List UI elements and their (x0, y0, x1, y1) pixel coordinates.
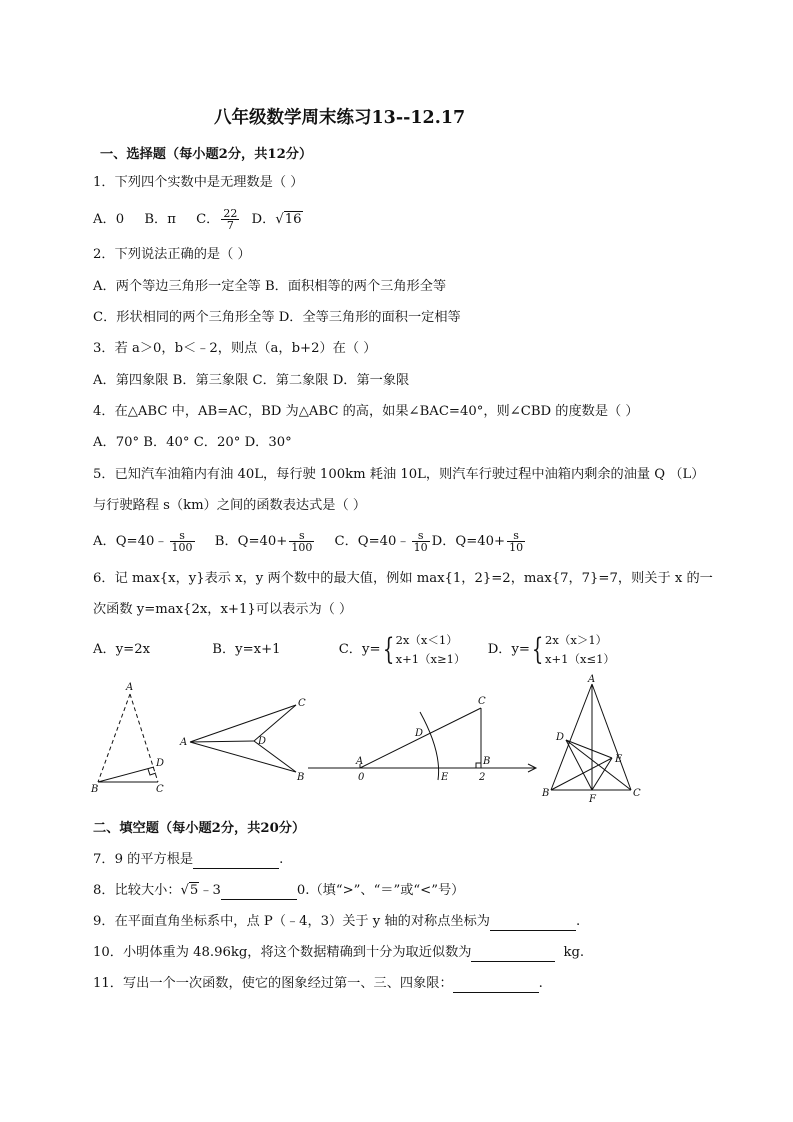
fig4-label-b: B (542, 788, 550, 799)
q8-expr-tail: ﹣3 (199, 883, 221, 898)
section-fill-heading: 二、填空题（每小题2分，共20分） (93, 821, 306, 836)
question-1-stem: 1．下列四个实数中是无理数是（ ） (93, 175, 304, 190)
question-2-stem: 2．下列说法正确的是（ ） (93, 247, 251, 262)
q10-answer-blank[interactable] (471, 947, 555, 962)
q6-option-d-brace: { (531, 631, 544, 667)
question-2-options-cd: C．形状相同的两个三角形全等 D．全等三角形的面积一定相等 (93, 310, 461, 325)
question-5-stem-line-1: 5．已知汽车油箱内有油 40L，每行驶 100km 耗油 10L，则汽车行驶过程中油箱内剩余的油量 Q （L） (93, 467, 705, 482)
q1-option-b: B．π (144, 212, 176, 227)
q6-option-c-prefix: C．y= (338, 642, 381, 657)
question-4-options: A．70° B．40° C．20° D．30° (93, 435, 292, 450)
q8-text: 8．比较大小： (93, 883, 181, 898)
fig4-label-e: E (615, 754, 623, 765)
fig2-label-b: B (297, 772, 305, 783)
fig1-label-b: B (91, 784, 99, 795)
q6-option-a: A．y=2x (93, 642, 151, 657)
q1-option-c-prefix: C． (196, 212, 220, 227)
q8-sqrt: √5 (180, 883, 199, 898)
question-1-options (93, 208, 303, 231)
q11-end: . (538, 976, 543, 991)
section-choice-heading: 一、选择题（每小题2分，共12分） (100, 147, 313, 162)
q7-answer-blank[interactable] (193, 854, 279, 869)
fig2-label-a: A (180, 737, 188, 748)
fig4-label-f: F (589, 794, 596, 805)
q8-answer-blank[interactable] (221, 885, 297, 900)
fig3-label-d: D (415, 728, 424, 739)
q8-end: 0.（填“>”、“＝”或“<”号） (296, 883, 465, 898)
question-3-stem: 3．若 a＞0，b＜﹣2，则点（a，b+2）在（ ） (93, 341, 377, 356)
question-11 (93, 975, 543, 993)
question-5-options (93, 530, 527, 553)
q11-text: 11．写出一个一次函数，使它的图象经过第一、三、四象限： (93, 976, 453, 991)
question-6-stem-line-1: 6．记 max{x，y}表示 x，y 两个数中的最大值，例如 max{1，2}=2，max{7，7}=7，则关于 x 的一 (93, 571, 713, 586)
question-5-stem-line-2: 与行驶路程 s（km）之间的函数表达式是（ ） (93, 498, 367, 513)
figure-3-number-line (308, 708, 536, 780)
q6-option-d-prefix: D．y= (487, 642, 530, 657)
q10-end: kg. (563, 945, 585, 960)
q5-option-b-fraction: $\frac{s}{100}$ (291, 529, 313, 554)
q9-answer-blank[interactable] (490, 916, 576, 931)
question-7 (93, 851, 283, 869)
fig1-label-c: C (156, 784, 164, 795)
question-3-options: A．第四象限 B．第三象限 C．第二象限 D．第一象限 (93, 373, 410, 388)
q7-text: 7．9 的平方根是 (93, 852, 194, 867)
fig2-label-d: D (258, 736, 267, 747)
q11-answer-blank[interactable] (453, 978, 539, 993)
q6-option-d-piecewise: 2x（x＞1） x+1（x≤1） (545, 632, 615, 666)
q10-text: 10．小明体重为 48.96kg，将这个数据精确到十分为取近似数为 (93, 945, 472, 960)
fig4-label-a: A (588, 674, 596, 685)
fig2-label-c: C (298, 698, 306, 709)
q6-option-b: B．y=x+1 (212, 642, 281, 657)
fig3-label-b: B (483, 756, 491, 767)
q5-option-a-fraction: $\frac{s}{100}$ (171, 529, 193, 554)
fig3-label-e: E (441, 772, 449, 783)
fig1-label-a: A (126, 682, 134, 693)
q1-option-c-fraction: $\frac{22}{7}$ (223, 207, 238, 232)
q1-option-a: A．0 (93, 212, 125, 227)
fig3-label-2: 2 (479, 772, 486, 783)
question-4-stem: 4．在△ABC 中，AB=AC，BD 为△ABC 的高，如果∠BAC=40°，则∠CBD 的度数是（ ） (93, 404, 639, 419)
question-10 (93, 944, 584, 962)
q5-option-b-prefix: B．Q=40+ (214, 534, 288, 549)
page-title: 八年级数学周末练习13--12.17 (214, 108, 466, 128)
figure-1-triangle (98, 694, 158, 782)
q6-option-c-brace: { (382, 631, 394, 667)
q9-text: 9．在平面直角坐标系中，点 P（﹣4，3）关于 y 轴的对称点坐标为 (93, 914, 490, 929)
fig4-label-c: C (633, 788, 641, 799)
fig1-label-d: D (156, 758, 165, 769)
q9-end: . (575, 914, 581, 929)
geometry-figures (90, 672, 660, 812)
question-8 (93, 882, 464, 900)
fig3-label-c: C (478, 696, 486, 707)
question-2-options-ab: A．两个等边三角形一定全等 B．面积相等的两个三角形全等 (93, 279, 447, 294)
q1-option-d-sqrt: √16 (275, 212, 302, 227)
q7-end: . (279, 852, 284, 867)
q5-option-d-prefix: D．Q=40+ (431, 534, 506, 549)
figure-2-dart (190, 705, 296, 772)
question-6-stem-line-2: 次函数 y=max{2x，x+1}可以表示为（ ） (93, 602, 353, 617)
question-6-options (93, 630, 615, 670)
q5-option-c-fraction: $\frac{s}{10}$ (413, 529, 428, 554)
q5-option-d-fraction: $\frac{s}{10}$ (509, 529, 524, 554)
q5-option-c-prefix: C．Q=40﹣ (334, 534, 410, 549)
q5-option-a-prefix: A．Q=40﹣ (93, 534, 168, 549)
fig4-label-d: D (556, 732, 565, 743)
question-9 (93, 913, 580, 931)
fig3-label-0: 0 (358, 772, 365, 783)
fig3-label-a: A (356, 756, 364, 767)
q6-option-c-piecewise: 2x（x＜1） x+1（x≥1） (395, 632, 466, 666)
q1-option-d-prefix: D． (251, 212, 276, 227)
